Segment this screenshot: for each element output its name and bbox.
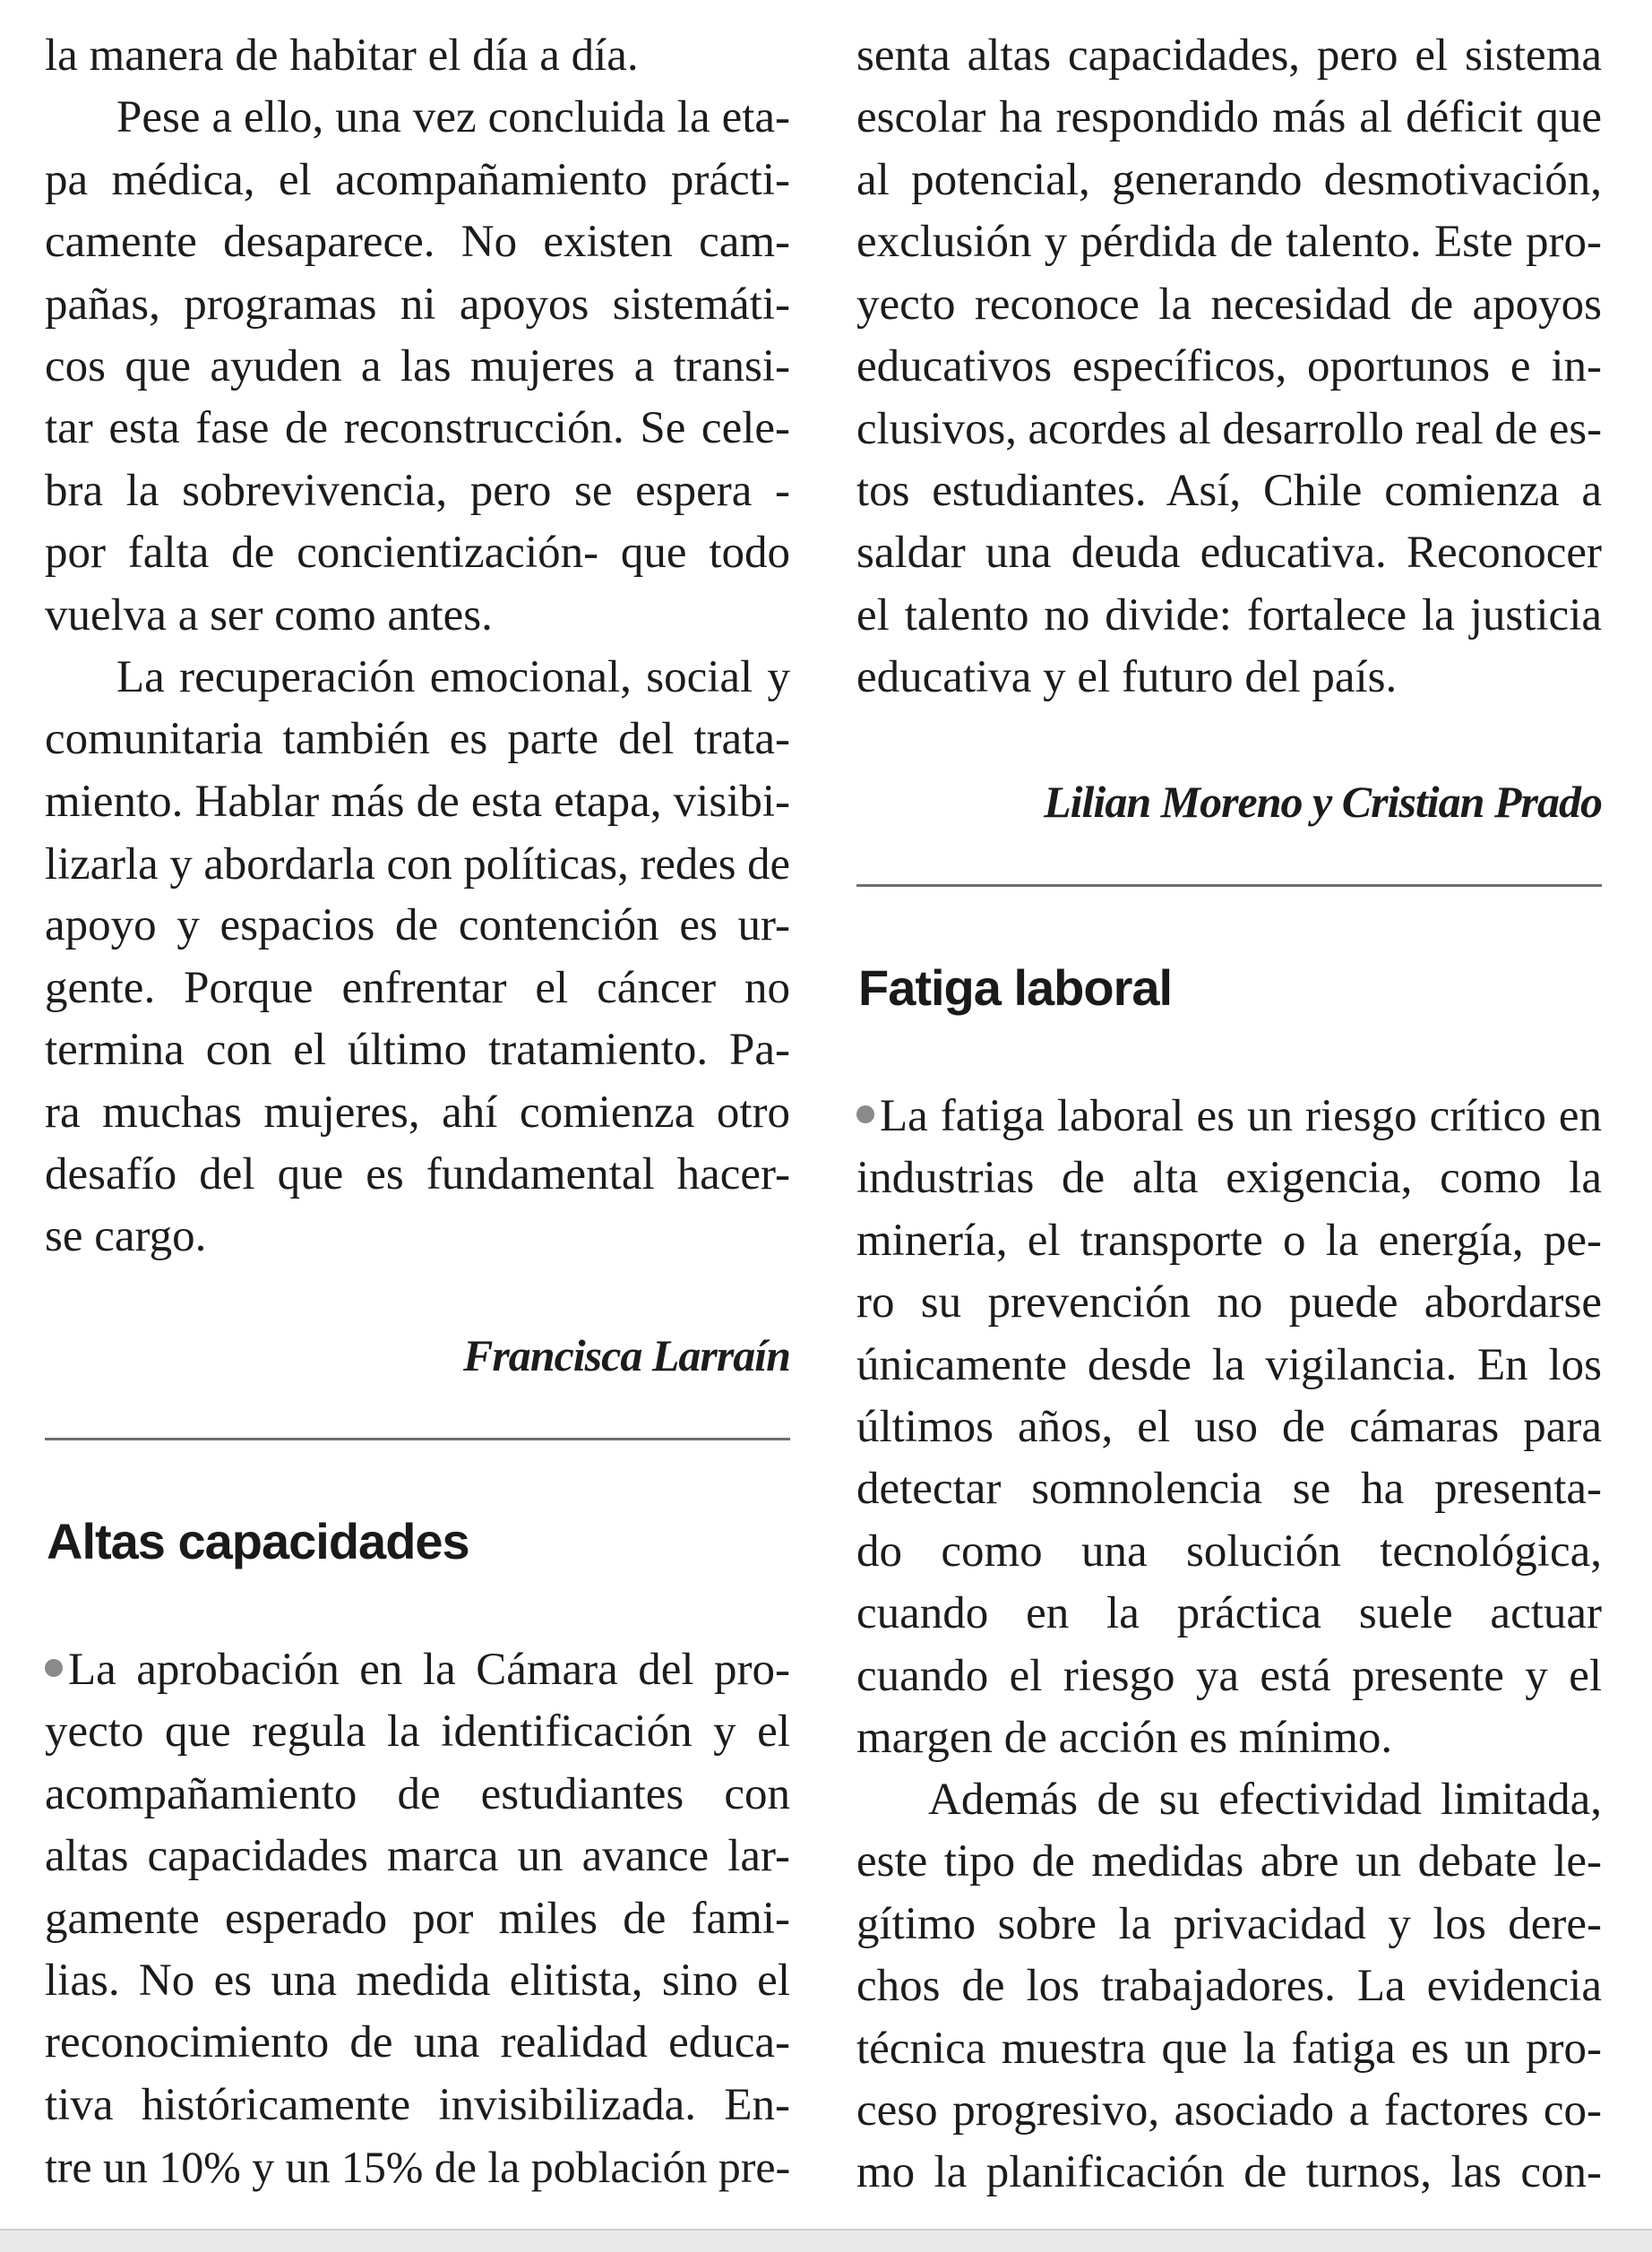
text-line: acompañamiento de estudiantes con [45, 1768, 790, 1819]
text-line: pa médica, el acompañamiento prácti- [45, 154, 790, 205]
text-line [45, 1639, 790, 1701]
page-bottom-edge [0, 2229, 1652, 2252]
text-line: técnica muestra que la fatiga es un pro- [856, 2023, 1602, 2074]
bullet-icon [856, 1105, 874, 1123]
text-line: saldar una deuda educativa. Reconocer [856, 528, 1602, 579]
text-line: la manera de habitar el día a día. [45, 30, 639, 81]
text-line [856, 1086, 1602, 1147]
text-line: gente. Porque enfrentar el cáncer no [45, 962, 790, 1013]
text-line: La recuperación emocional, social y [116, 651, 790, 702]
text-line: gítimo sobre la privacidad y los dere- [856, 1898, 1602, 1949]
text-line: pañas, programas ni apoyos sistemáti- [45, 279, 790, 330]
altas-capacidades-paragraph [45, 1639, 790, 2199]
bullet-icon [45, 1659, 63, 1677]
text-line: camente desaparece. No existen cam- [45, 217, 790, 268]
text-line: vuelva a ser como antes. [45, 589, 493, 640]
text-line: mo la planificación de turnos, las con- [856, 2147, 1602, 2198]
text-line: únicamente desde la vigilancia. En los [856, 1339, 1602, 1390]
text-line: minería, el transporte o la energía, pe- [856, 1215, 1602, 1266]
text-line: desafío del que es fundamental hacer- [45, 1149, 790, 1200]
right-column [856, 25, 1602, 709]
text-line: senta altas capacidades, pero el sistema [856, 30, 1602, 81]
text-line: gamente esperado por miles de fami- [45, 1893, 790, 1944]
text-line: bra la sobrevivencia, pero se espera - [45, 465, 790, 516]
text-line: tar esta fase de reconstrucción. Se cele- [45, 403, 790, 454]
text-line: lizarla y abordarla con políticas, redes de [45, 838, 790, 890]
text-line-content: La fatiga laboral es un riesgo crítico en [880, 1091, 1602, 1141]
text-line: últimos años, el uso de cámaras para [856, 1401, 1602, 1452]
text-line: Además de su efectividad limitada, [928, 1775, 1602, 1825]
text-line: chos de los trabajadores. La evidencia [856, 1961, 1602, 2012]
left-paragraph-3 [45, 647, 790, 1268]
text-line: este tipo de medidas abre un debate le- [856, 1836, 1602, 1887]
text-line: al potencial, generando desmotivación, [856, 154, 1602, 205]
text-line: apoyo y espacios de contención es ur- [45, 900, 790, 951]
author-signature: Francisca Larraín [462, 1330, 790, 1380]
author-signature: Lilian Moreno y Cristian Prado [1044, 777, 1602, 827]
text-line: lias. No es una medida elitista, sino el [45, 1955, 790, 2006]
text-line: tiva históricamente invisibilizada. En- [45, 2079, 790, 2130]
text-line: reconocimiento de una realidad educa- [45, 2017, 790, 2068]
section-divider [856, 884, 1602, 887]
text-line: cuando en la práctica suele actuar [856, 1588, 1602, 1639]
section-heading: Fatiga laboral [858, 959, 1173, 1016]
text-line: ra muchas mujeres, ahí comienza otro [45, 1087, 790, 1138]
text-line: ro su prevención no puede abordarse [856, 1277, 1602, 1328]
section-heading: Altas capacidades [47, 1513, 469, 1569]
left-paragraph-2 [45, 87, 790, 647]
text-line: detectar somnolencia se ha presenta- [856, 1464, 1602, 1515]
text-line: educativa y el futuro del país. [856, 651, 1398, 702]
text-line: por falta de concientización- que todo [45, 528, 790, 579]
text-line: tos estudiantes. Así, Chile comienza a [856, 465, 1602, 516]
left-column [45, 25, 790, 1268]
altas-capacidades-continuation [856, 25, 1602, 709]
text-line: altas capacidades marca un avance lar- [45, 1831, 790, 1882]
text-line: el talento no divide: fortalece la justicia [856, 589, 1602, 640]
fatiga-laboral-paragraph-1 [856, 1086, 1602, 1769]
text-line: do como una solución tecnológica, [856, 1526, 1602, 1577]
fatiga-laboral-paragraph-2 [856, 1769, 1602, 2205]
text-line: yecto reconoce la necesidad de apoyos [856, 279, 1602, 330]
text-line: miento. Hablar más de esta etapa, visibi- [45, 776, 790, 827]
section-divider [45, 1438, 790, 1440]
text-line: termina con el último tratamiento. Pa- [45, 1025, 790, 1076]
text-line: exclusión y pérdida de talento. Este pro- [856, 217, 1602, 268]
text-line: clusivos, acordes al desarrollo real de es- [856, 403, 1603, 454]
text-line: cos que ayuden a las mujeres a transi- [45, 340, 790, 391]
text-line: Pese a ello, una vez concluida la eta- [116, 92, 790, 143]
text-line: se cargo. [45, 1211, 207, 1262]
text-line: ceso progresivo, asociado a factores co- [856, 2084, 1602, 2136]
text-line: comunitaria también es parte del trata- [45, 714, 790, 765]
text-line: escolar ha respondido más al déficit que [856, 92, 1602, 143]
text-line: industrias de alta exigencia, como la [856, 1153, 1602, 1204]
text-line: margen de acción es mínimo. [856, 1712, 1393, 1763]
text-line: yecto que regula la identificación y el [45, 1706, 790, 1758]
text-line-content: La aprobación en la Cámara del pro- [68, 1645, 790, 1695]
text-line: cuando el riesgo ya está presente y el [856, 1650, 1602, 1701]
text-line: educativos específicos, oportunos e in- [856, 340, 1602, 391]
left-intro-paragraph [45, 25, 790, 87]
text-line: tre un 10% y un 15% de la población pre- [45, 2142, 791, 2193]
